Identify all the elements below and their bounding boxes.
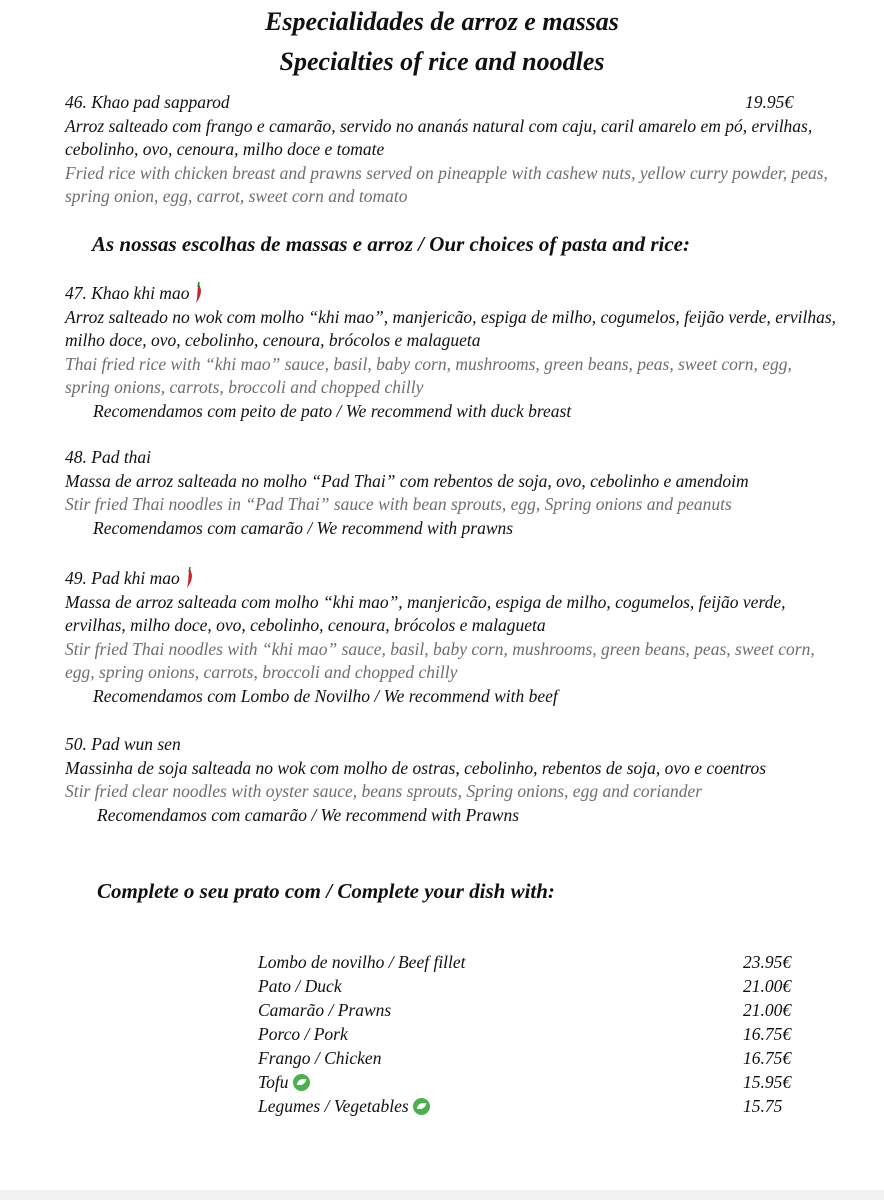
- extra-name: Lombo de novilho / Beef fillet: [258, 952, 466, 972]
- item-desc-pt: Massinha de soja salteada no wok com molho de ostras, cebolinho, rebentos de soja, ovo e coentros: [65, 757, 767, 778]
- extra-price: 21.00€: [743, 1000, 792, 1020]
- item-desc-pt: Massa de arroz salteada com molho “khi mao”, manjericão, espiga de milho, cogumelos, feijão verde, ervilhas, milho doce, ovo, cebolinho, cenoura, brócolos e malagueta: [65, 591, 786, 636]
- item-name: 48. Pad thai: [65, 447, 152, 467]
- page-bottom-edge: [0, 1190, 884, 1200]
- item-desc-en: Fried rice with chicken breast and prawns served on pineapple with cashew nuts, yellow curry powder, peas, spring onion, egg, carrot, sweet corn and tomato: [65, 162, 828, 207]
- extra-row: [258, 998, 818, 1022]
- chili-pepper-icon: [184, 566, 194, 590]
- section-heading-complete: Complete o seu prato com / Complete your dish with:: [97, 879, 555, 903]
- menu-item-50: [65, 733, 840, 827]
- menu-item-48: [65, 446, 840, 540]
- menu-item-49: [65, 566, 840, 709]
- extra-row: [258, 1094, 818, 1118]
- item-name: 49. Pad khi mao: [65, 568, 180, 588]
- item-name: 46. Khao pad sapparod: [65, 92, 230, 112]
- item-recommendation: Recomendamos com Lombo de Novilho / We recommend with beef: [93, 685, 558, 706]
- item-name: 47. Khao khi mao: [65, 283, 190, 303]
- vegan-leaf-icon: [293, 1074, 310, 1091]
- menu-item-47: [65, 281, 840, 424]
- item-desc-en: Stir fried Thai noodles with “khi mao” sauce, basil, baby corn, mushrooms, green beans, peas, sweet corn, egg, spring onions, carrots, broccoli and chopped chilly: [65, 638, 815, 683]
- chili-pepper-icon: [193, 281, 203, 305]
- extra-price: 16.75€: [743, 1048, 792, 1068]
- page-title-en: Specialties of rice and noodles: [279, 47, 605, 76]
- item-desc-pt: Massa de arroz salteada no molho “Pad Thai” com rebentos de soja, ovo, cebolinho e amendoim: [65, 470, 749, 491]
- extra-price: 16.75€: [743, 1024, 792, 1044]
- extra-price: 15.75: [743, 1096, 783, 1116]
- extras-list: [258, 950, 818, 1118]
- item-desc-en: Stir fried clear noodles with oyster sauce, beans sprouts, Spring onions, egg and coriander: [65, 781, 703, 802]
- extra-row: [258, 1022, 818, 1046]
- item-desc-pt: Arroz salteado com frango e camarão, servido no ananás natural com caju, caril amarelo em pó, ervilhas, cebolinho, ovo, cenoura, milho doce e tomate: [65, 115, 813, 160]
- extra-name: Legumes / Vegetables: [258, 1096, 409, 1116]
- extra-price: 15.95€: [743, 1072, 792, 1092]
- extra-price: 21.00€: [743, 976, 792, 996]
- item-desc-en: Thai fried rice with “khi mao” sauce, basil, baby corn, mushrooms, green beans, peas, sweet corn, egg, spring onions, carrots, broccoli and chopped chilly: [65, 353, 792, 398]
- page-title-pt: Especialidades de arroz e massas: [265, 7, 619, 36]
- item-desc-en: Stir fried Thai noodles in “Pad Thai” sauce with bean sprouts, egg, Spring onions and peanuts: [65, 494, 732, 515]
- item-recommendation: Recomendamos com camarão / We recommend with prawns: [93, 517, 514, 538]
- vegan-leaf-icon: [413, 1098, 430, 1115]
- item-desc-pt: Arroz salteado no wok com molho “khi mao”, manjericão, espiga de milho, cogumelos, feijão verde, ervilhas, milho doce, ovo, cebolinho, cenoura, brócolos e malagueta: [65, 306, 837, 351]
- extra-name: Frango / Chicken: [258, 1048, 382, 1068]
- extra-row: [258, 1070, 818, 1094]
- extra-name: Tofu: [258, 1072, 289, 1092]
- item-name: 50. Pad wun sen: [65, 734, 181, 754]
- section-heading-choices: As nossas escolhas de massas e arroz / Our choices of pasta and rice:: [92, 232, 690, 256]
- extra-name: Pato / Duck: [258, 976, 342, 996]
- extra-row: [258, 950, 818, 974]
- extra-row: [258, 974, 818, 998]
- menu-item-46: [65, 91, 840, 209]
- extra-name: Camarão / Prawns: [258, 1000, 392, 1020]
- extra-name: Porco / Pork: [258, 1024, 348, 1044]
- item-recommendation: Recomendamos com camarão / We recommend with Prawns: [97, 804, 520, 825]
- extra-price: 23.95€: [743, 952, 792, 972]
- item-recommendation: Recomendamos com peito de pato / We recommend with duck breast: [93, 400, 572, 421]
- extra-row: [258, 1046, 818, 1070]
- item-price: 19.95€: [745, 92, 794, 112]
